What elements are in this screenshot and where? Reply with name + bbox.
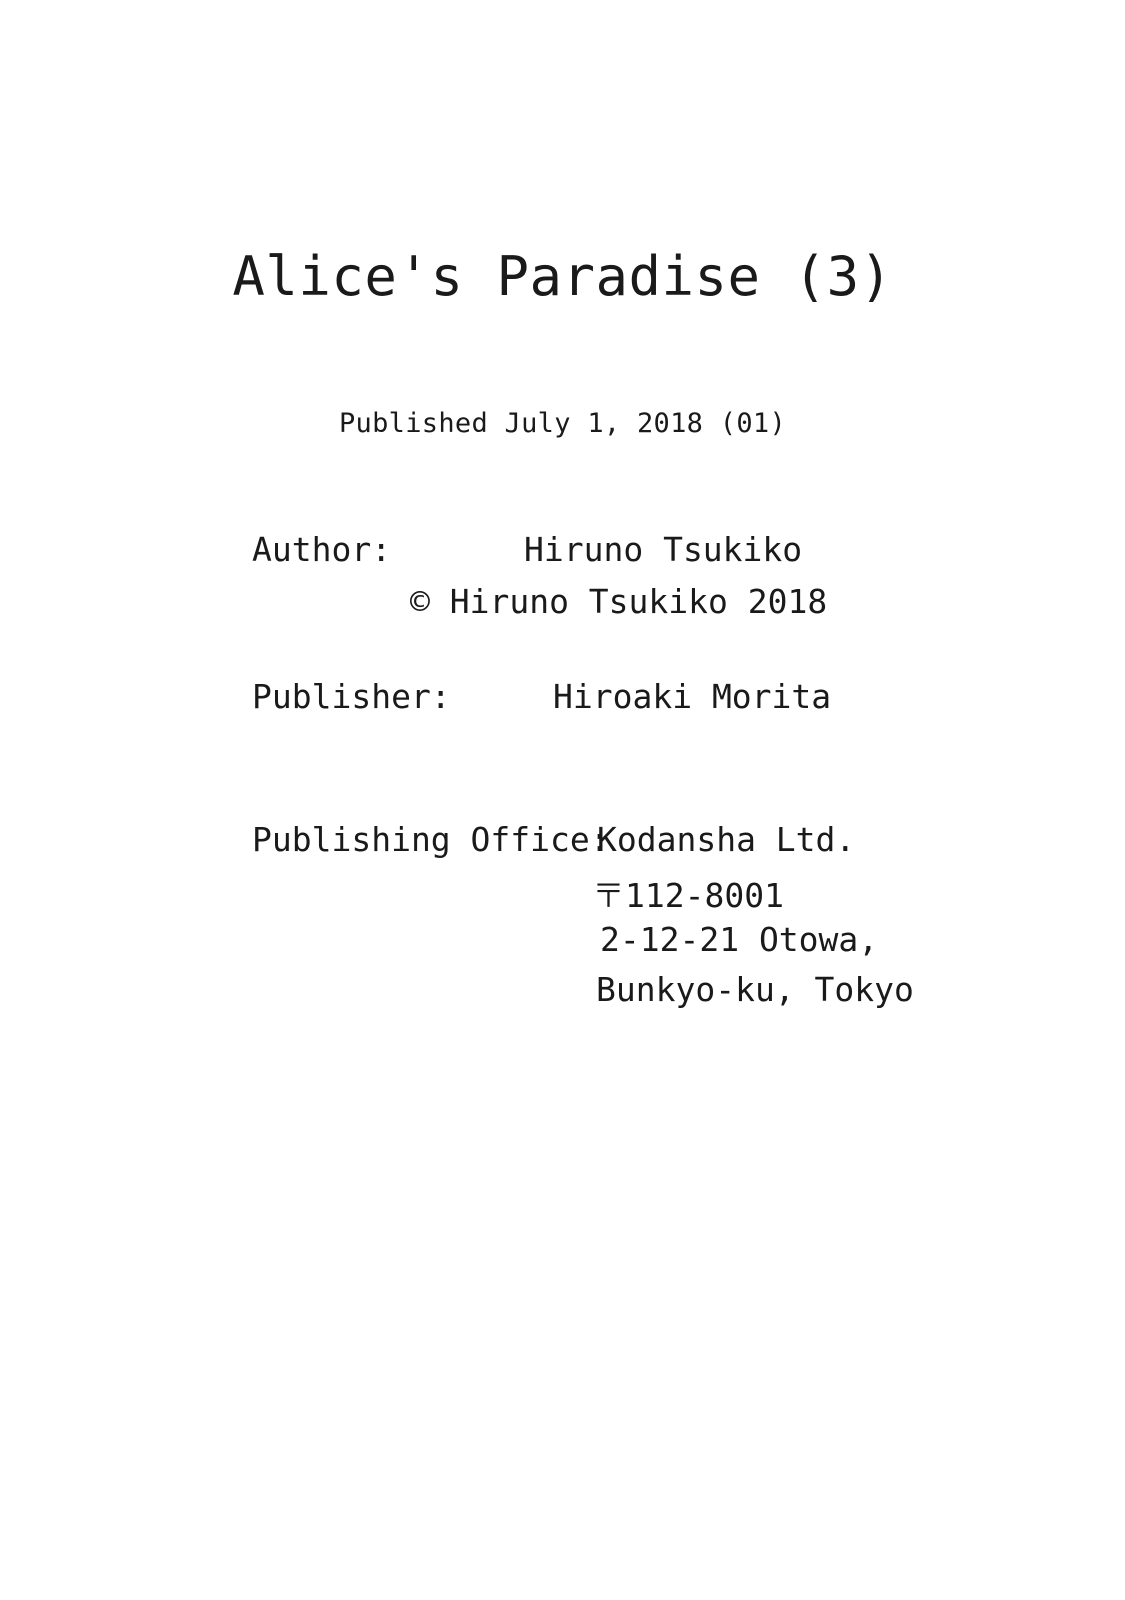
publication-date: Published July 1, 2018 (01) [339,408,786,439]
publisher-name: Hiroaki Morita [553,677,832,716]
publishing-office-company: Kodansha Ltd. [597,820,856,859]
page-title: Alice's Paradise (3) [232,245,893,308]
publishing-office-label: Publishing Office: [252,820,610,859]
author-copyright: © Hiruno Tsukiko 2018 [410,582,828,621]
publishing-office-street: 2-12-21 Otowa, [600,920,879,959]
publishing-office-city: Bunkyo-ku, Tokyo [596,970,914,1009]
author-label: Author: [252,530,392,569]
publisher-label: Publisher: [252,677,451,716]
publishing-office-postal-code: 〒112-8001 [592,876,784,915]
author-name: Hiruno Tsukiko [524,530,803,569]
